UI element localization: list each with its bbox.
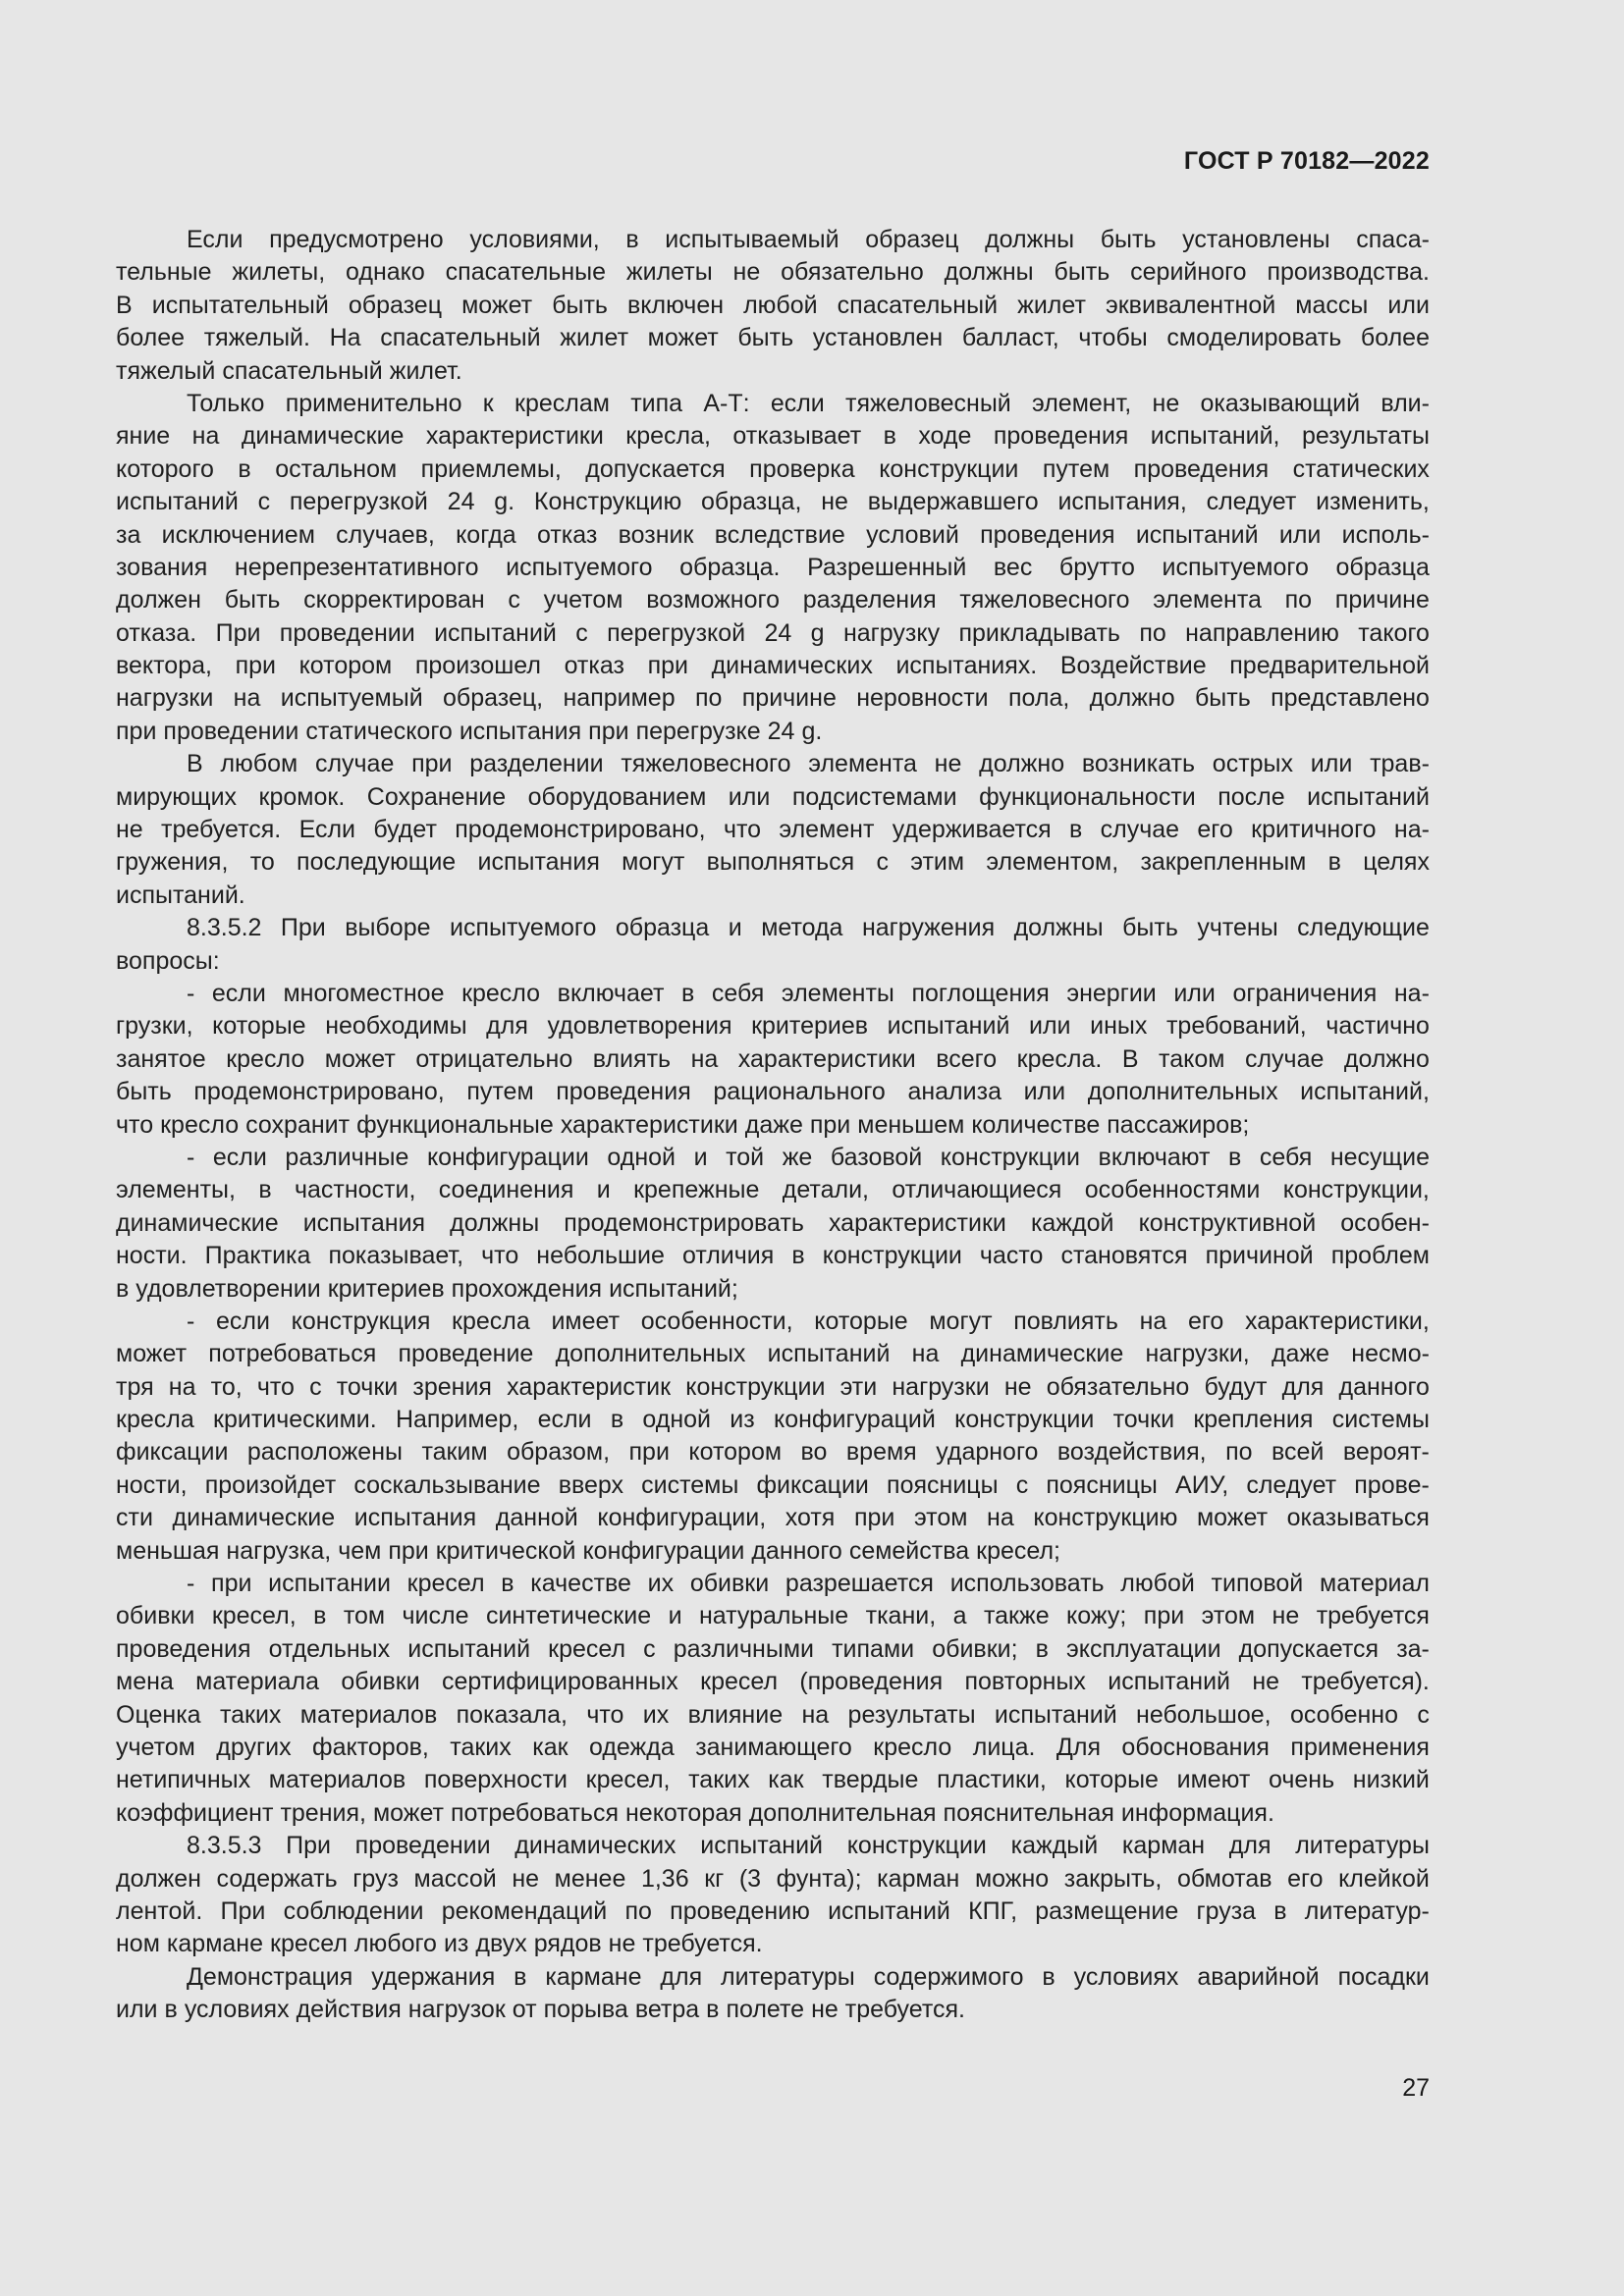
- page-number: 27: [1402, 2074, 1430, 2102]
- text-line: должен быть скорректирован с учетом возможного разделения тяжеловесного элемента по причине: [116, 586, 1430, 614]
- text-line: испытаний с перегрузкой 24 g. Конструкцию образца, не выдержавшего испытания, следует изменить,: [116, 488, 1430, 516]
- list-item: [116, 1306, 1430, 1568]
- text-line: В испытательный образец может быть включен любой спасательный жилет эквивалентной массы или: [116, 291, 1430, 319]
- text-line: грузки, которые необходимы для удовлетворения критериев испытаний или иных требований, частично: [116, 1012, 1430, 1041]
- text-line: мирующих кромок. Сохранение оборудованием или подсистемами функциональности после испытаний: [116, 782, 1430, 811]
- text-line: тря на то, что с точки зрения характеристик конструкции эти нагрузки не обязательно будут для данного: [116, 1372, 1430, 1401]
- text-line: гружения, то последующие испытания могут выполняться с этим элементом, закрепленным в целях: [116, 848, 1430, 877]
- document-code-header: ГОСТ Р 70182—2022: [1183, 147, 1430, 175]
- text-line: отказа. При проведении испытаний с перегрузкой 24 g нагрузку прикладывать по направлению такого: [116, 618, 1430, 647]
- text-line: нетипичных материалов поверхности кресел, таких как твердые пластики, которые имеют очень низкий: [116, 1766, 1430, 1794]
- paragraph: [116, 1961, 1430, 2027]
- text-line: ности, произойдет соскальзывание вверх системы фиксации поясницы с поясницы АИУ, следует прове-: [116, 1470, 1430, 1499]
- text-line: испытаний.: [116, 881, 245, 909]
- text-line: или в условиях действия нагрузок от порыва ветра в полете не требуется.: [116, 1996, 965, 2024]
- paragraph: [116, 224, 1430, 388]
- text-line: быть продемонстрировано, путем проведения рационального анализа или дополнительных испытаний,: [116, 1078, 1430, 1106]
- paragraph: [116, 748, 1430, 912]
- text-line: ности. Практика показывает, что небольшие отличия в конструкции часто становятся причиной проблем: [116, 1242, 1430, 1270]
- text-line: меньшая нагрузка, чем при критической конфигурации данного семейства кресел;: [116, 1536, 1060, 1565]
- list-item: [116, 1142, 1430, 1306]
- text-line: Только применительно к креслам типа А-Т: если тяжеловесный элемент, не оказывающий вли-: [187, 389, 1430, 417]
- list-item: [116, 1568, 1430, 1830]
- text-line: тяжелый спасательный жилет.: [116, 356, 462, 385]
- text-line: лентой. При соблюдении рекомендаций по проведению испытаний КПГ, размещение груза в литератур-: [116, 1896, 1430, 1925]
- text-line: элементы, в частности, соединения и крепежные детали, отличающиеся особенностями конструкции,: [116, 1176, 1430, 1204]
- text-line: занятое кресло может отрицательно влиять на характеристики всего кресла. В таком случае должно: [116, 1044, 1430, 1073]
- text-line: Демонстрация удержания в кармане для литературы содержимого в условиях аварийной посадки: [187, 1962, 1430, 1991]
- text-line: - если конструкция кресла имеет особенности, которые могут повлиять на его характеристики,: [187, 1307, 1430, 1335]
- paragraph: [116, 912, 1430, 978]
- text-line: вопросы:: [116, 946, 220, 975]
- text-line: - если различные конфигурации одной и той же базовой конструкции включают в себя несущие: [187, 1143, 1430, 1171]
- text-line: Оценка таких материалов показала, что их влияние на результаты испытаний небольшое, особенно с: [116, 1700, 1430, 1729]
- paragraph: [116, 388, 1430, 748]
- text-line: нагрузки на испытуемый образец, например по причине неровности пола, должно быть представлено: [116, 684, 1430, 713]
- text-line: динамические испытания должны продемонстрировать характеристики каждой конструктивной особен-: [116, 1208, 1430, 1237]
- text-line: мена материала обивки сертифицированных кресел (проведения повторных испытаний не требуется).: [116, 1668, 1430, 1696]
- text-line: проведения отдельных испытаний кресел с различными типами обивки; в эксплуатации допускается за-: [116, 1634, 1430, 1663]
- text-line: кресла критическими. Например, если в одной из конфигураций конструкции точки крепления системы: [116, 1406, 1430, 1434]
- text-line: Если предусмотрено условиями, в испытываемый образец должны быть установлены спаса-: [187, 226, 1430, 253]
- text-line: фиксации расположены таким образом, при котором во время ударного воздействия, по всей вероят-: [116, 1438, 1430, 1467]
- text-line: ном кармане кресел любого из двух рядов не требуется.: [116, 1930, 763, 1958]
- text-line: в удовлетворении критериев прохождения испытаний;: [116, 1274, 738, 1303]
- paragraph: [116, 1830, 1430, 1961]
- text-line: яние на динамические характеристики кресла, отказывает в ходе проведения испытаний, результаты: [116, 422, 1430, 451]
- text-line: В любом случае при разделении тяжеловесного элемента не должно возникать острых или трав-: [187, 750, 1430, 778]
- text-line: 8.3.5.3 При проведении динамических испытаний конструкции каждый карман для литературы: [187, 1832, 1430, 1860]
- text-line: 8.3.5.2 При выборе испытуемого образца и метода нагружения должны быть учтены следующие: [187, 914, 1430, 942]
- text-line: учетом других факторов, таких как одежда занимающего кресло лица. Для обоснования применения: [116, 1733, 1430, 1761]
- text-line: может потребоваться проведение дополнительных испытаний на динамические нагрузки, даже несмо-: [116, 1340, 1430, 1368]
- text-line: коэффициент трения, может потребоваться некоторая дополнительная пояснительная информация.: [116, 1798, 1274, 1827]
- text-line: - если многоместное кресло включает в себя элементы поглощения энергии или ограничения на-: [187, 979, 1430, 1007]
- text-line: что кресло сохранит функциональные характеристики даже при меньшем количестве пассажиров;: [116, 1110, 1250, 1139]
- text-line: зования нерепрезентативного испытуемого образца. Разрешенный вес брутто испытуемого образца: [116, 553, 1430, 581]
- text-line: за исключением случаев, когда отказ возник вследствие условий проведения испытаний или исполь-: [116, 520, 1430, 549]
- text-line: должен содержать груз массой не менее 1,36 кг (3 фунта); карман можно закрыть, обмотав его клейкой: [116, 1864, 1430, 1893]
- text-line: не требуется. Если будет продемонстрировано, что элемент удерживается в случае его критичного на-: [116, 816, 1430, 844]
- list-item: [116, 978, 1430, 1142]
- text-line: - при испытании кресел в качестве их обивки разрешается использовать любой типовой материал: [187, 1570, 1430, 1598]
- text-line: более тяжелый. На спасательный жилет может быть установлен балласт, чтобы смоделировать более: [116, 324, 1430, 352]
- text-line: которого в остальном приемлемы, допускается проверка конструкции путем проведения статических: [116, 454, 1430, 483]
- text-line: сти динамические испытания данной конфигурации, хотя при этом на конструкцию может оказываться: [116, 1504, 1430, 1532]
- text-line: при проведении статического испытания при перегрузке 24 g.: [116, 717, 823, 745]
- text-line: вектора, при котором произошел отказ при динамических испытаниях. Воздействие предварительной: [116, 652, 1430, 680]
- document-body: [116, 224, 1430, 2026]
- text-line: тельные жилеты, однако спасательные жилеты не обязательно должны быть серийного производства.: [116, 258, 1430, 287]
- text-line: обивки кресел, в том числе синтетические и натуральные ткани, а также кожу; при этом не требуется: [116, 1602, 1430, 1630]
